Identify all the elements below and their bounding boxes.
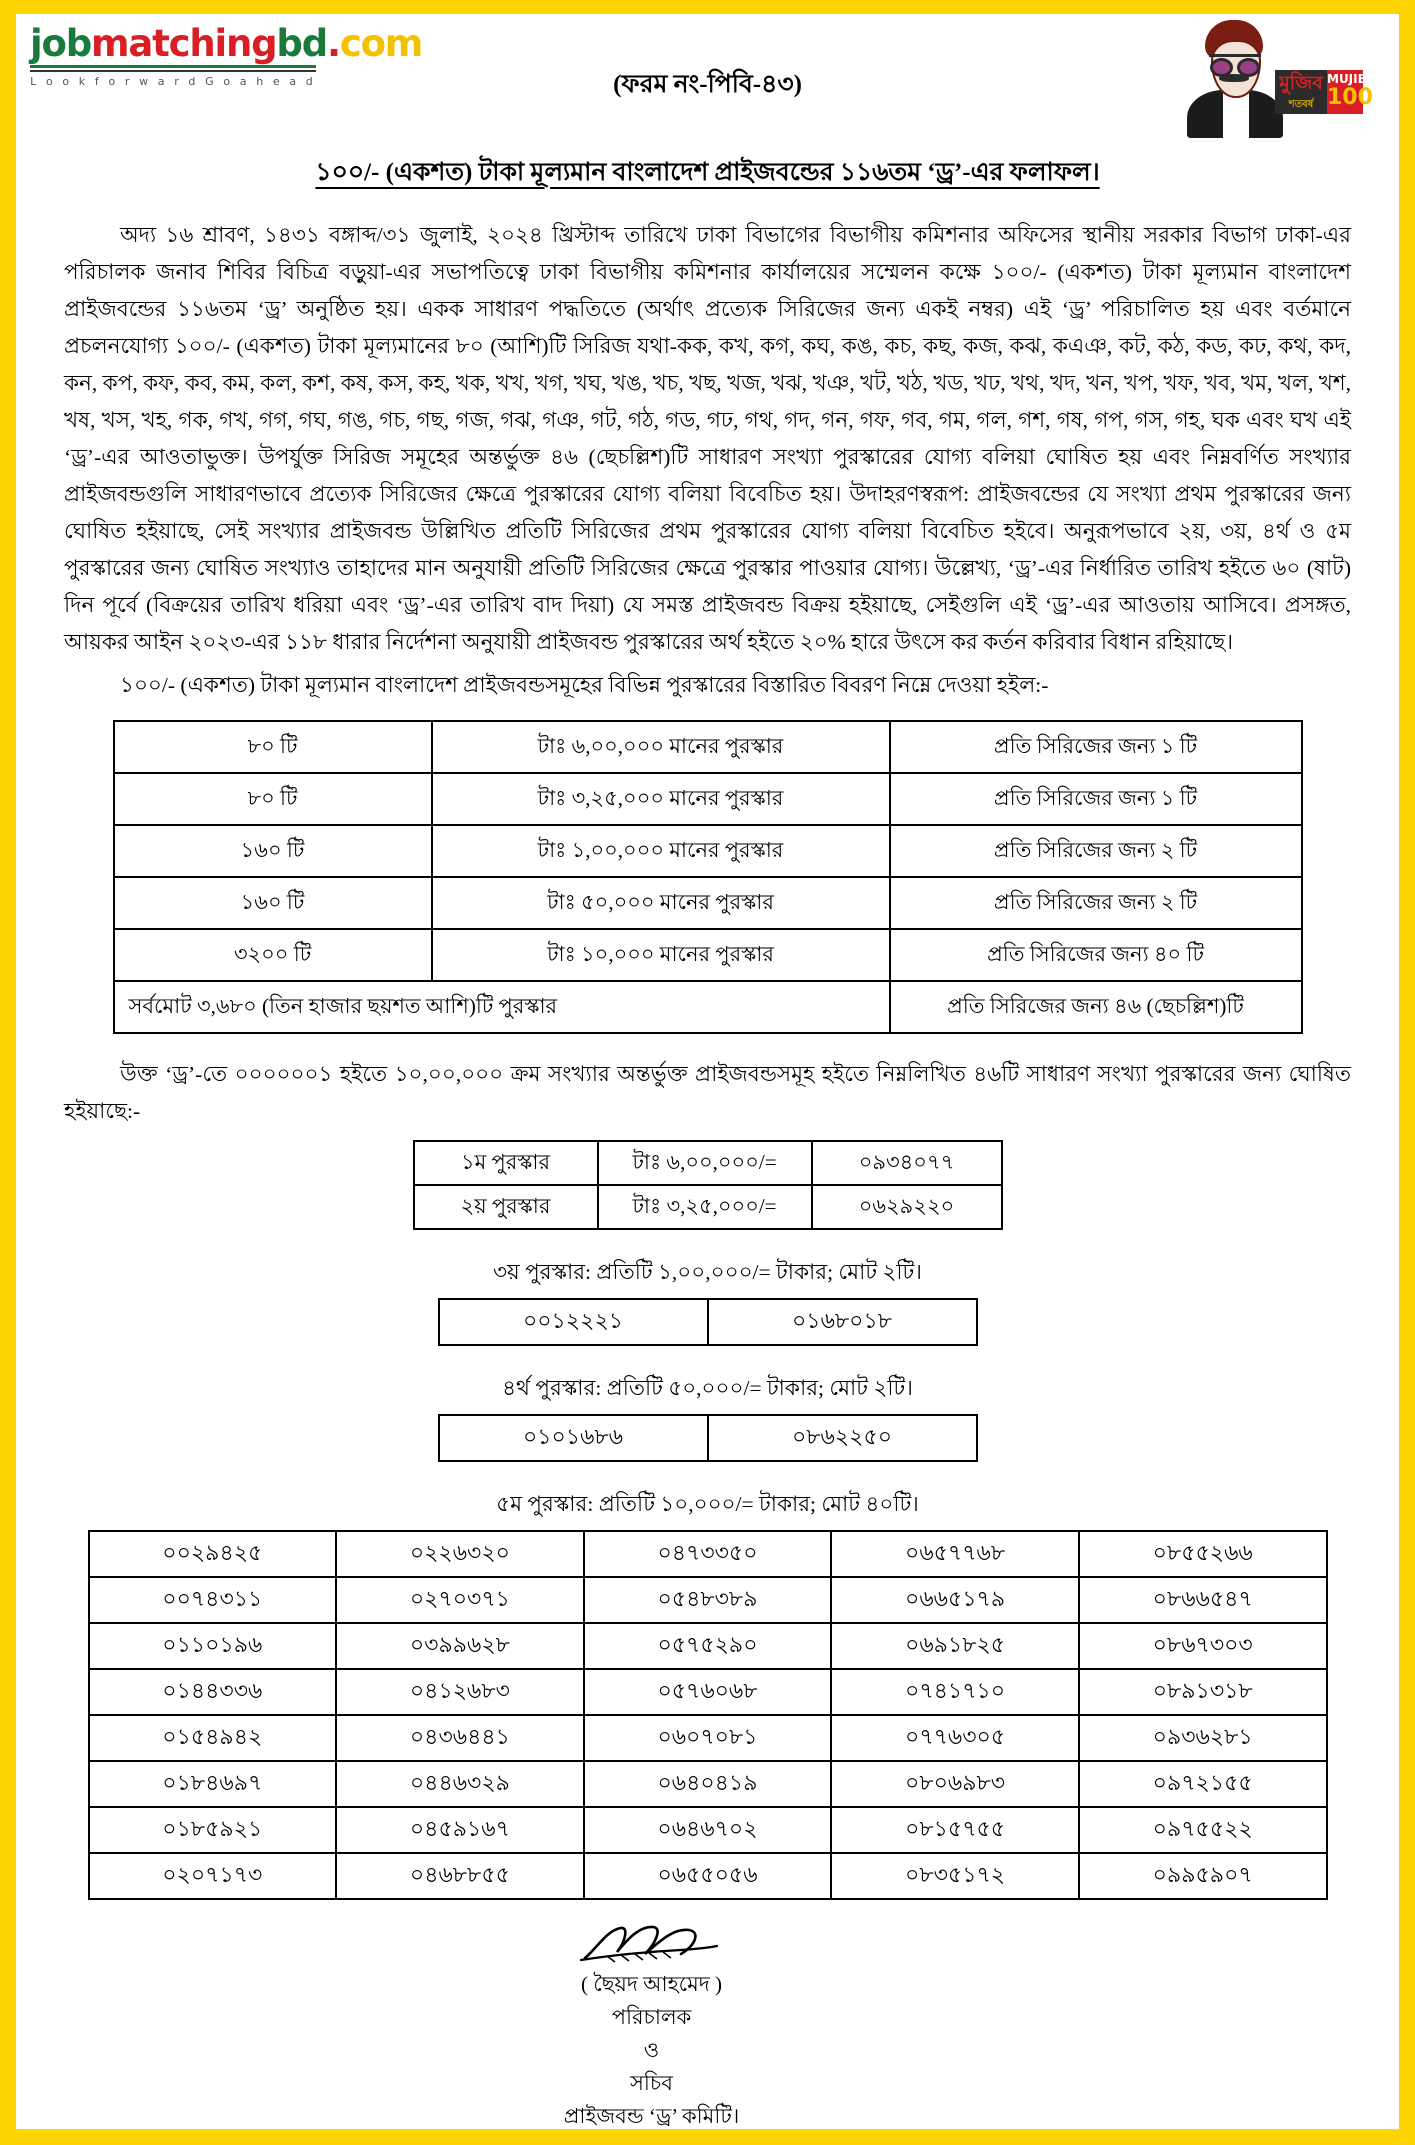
winning-number: ০৪১২৬৮৩ (336, 1669, 584, 1715)
signatory-role: সচিব (630, 2071, 673, 2095)
third-prize-caption: ৩য় পুরস্কার: প্রতিটি ১,০০,০০০/= টাকার; মোট ২টি। (493, 1260, 922, 1284)
signatory-committee: প্রাইজবন্ড ‘ড্র’ কমিটি। (563, 2104, 740, 2128)
fourth-prize-caption: ৪র্থ পুরস্কার: প্রতিটি ৫০,০০০/= টাকার; মোট ২টি। (502, 1376, 913, 1400)
table-row (89, 1669, 1327, 1715)
prize-breakdown-table (113, 720, 1303, 1034)
fourth-prize-table (438, 1414, 978, 1462)
table-row-total (114, 981, 1302, 1033)
fourth-prize-body (439, 1415, 977, 1461)
prize-count: ৮০ টি (114, 721, 432, 773)
wordmark-part-job: job (30, 22, 91, 65)
winning-number: ০৮৬৬৫৪৭ (1079, 1577, 1327, 1623)
winning-number: ০৪৭৩৩৫০ (584, 1531, 832, 1577)
signatory-designation: পরিচালক (611, 2005, 692, 2029)
prize-per-series: প্রতি সিরিজের জন্য ১ টি (890, 721, 1302, 773)
winning-number: ০০২৯৪২৫ (89, 1531, 337, 1577)
table-row (89, 1853, 1327, 1899)
winning-number: ০৮৫৫২৬৬ (1079, 1531, 1327, 1577)
winning-number: ০৮৯১৩১৮ (1079, 1669, 1327, 1715)
wordmark-part-com: com (339, 22, 423, 65)
winning-number: ০৫৭৬০৬৮ (584, 1669, 832, 1715)
prize-detail-lead: ১০০/- (একশত) টাকা মূল্যমান বাংলাদেশ প্রাইজবন্ডসমূহের বিভিন্ন পুরস্কারের বিস্তারিত বিবরণ নিম্নে দেওয়া হইল:- (120, 673, 1049, 697)
glasses-icon (1209, 54, 1261, 72)
prize-amount: টাঃ ৬,০০,০০০/= (598, 1141, 812, 1185)
winning-number: ০২০৭১৭৩ (89, 1853, 337, 1899)
winning-number: ০৮৬২২৫০ (708, 1415, 977, 1461)
winning-number: ০১০১৬৮৬ (439, 1415, 708, 1461)
prize-per-series: প্রতি সিরিজের জন্য ২ টি (890, 877, 1302, 929)
winning-number: ০২২৬৩২০ (336, 1531, 584, 1577)
winning-number: ০৬৫৫০৫৬ (584, 1853, 832, 1899)
winning-number: ০৮৬৭৩০৩ (1079, 1623, 1327, 1669)
winning-number: ০১১০১৯৬ (89, 1623, 337, 1669)
winning-number: ০৬৫৭৭৬৮ (831, 1531, 1079, 1577)
winning-number: ০৬৪০৪১৯ (584, 1761, 832, 1807)
winning-number: ০৯৭২১৫৫ (1079, 1761, 1327, 1807)
document-body (16, 152, 1399, 2129)
form-number: (ফরম নং-পিবি-৪৩) (613, 71, 802, 98)
prize-amount: টাঃ ৩,২৫,০০০/= (598, 1185, 812, 1229)
table-row (89, 1807, 1327, 1853)
fifth-prize-body (89, 1531, 1327, 1899)
prize-value: টাঃ ১,০০,০০০ মানের পুরস্কার (432, 825, 890, 877)
mujib-borsho-logo (1275, 70, 1373, 134)
handwritten-signature-icon (64, 1922, 1239, 1966)
prize-breakdown-body (114, 721, 1302, 1033)
draw-range-paragraph: উক্ত ‘ড্র’-তে ০০০০০০১ হইতে ১০,০০,০০০ ক্রম সংখ্যার অন্তর্ভুক্ত প্রাইজবন্ডসমূহ হইতে নিম্নলিখিত ৪৬টি সাধারণ সংখ্যা পুরস্কারের জন্য ঘোষিত হইয়াছে:- (64, 1062, 1351, 1123)
top-prizes-table (413, 1140, 1003, 1230)
winning-number: ০১৪৪৩৩৬ (89, 1669, 337, 1715)
table-row (114, 721, 1302, 773)
prize-count: ৮০ টি (114, 773, 432, 825)
document-header (16, 14, 1399, 142)
winning-number: ০২৭০৩৭১ (336, 1577, 584, 1623)
prize-rank: ১ম পুরস্কার (414, 1141, 598, 1185)
winning-number: ০৪৬৮৮৫৫ (336, 1853, 584, 1899)
table-row (89, 1531, 1327, 1577)
table-row (414, 1185, 1002, 1229)
winning-number: ০১৫৪৯৪২ (89, 1715, 337, 1761)
prize-count: ১৬০ টি (114, 877, 432, 929)
prize-per-series: প্রতি সিরিজের জন্য ৪০ টি (890, 929, 1302, 981)
document-title: ১০০/- (একশত) টাকা মূল্যমান বাংলাদেশ প্রাইজবন্ডের ১১৬তম ‘ড্র’-এর ফলাফল। (315, 159, 1100, 186)
site-wordmark (30, 24, 430, 64)
winning-number: ০৫৭৫২৯০ (584, 1623, 832, 1669)
winning-number: ০১৮৪৬৯৭ (89, 1761, 337, 1807)
prize-total-per-series: প্রতি সিরিজের জন্য ৪৬ (ছেচল্লিশ)টি (890, 981, 1302, 1033)
winning-number: ০৭৪১৭১০ (831, 1669, 1079, 1715)
winning-number: ০৯৩৪০৭৭ (812, 1141, 1002, 1185)
winning-number: ০৯৭৫৫২২ (1079, 1807, 1327, 1853)
winning-number: ০৩৯৯৬২৮ (336, 1623, 584, 1669)
signatory-conjunction: ও (643, 2038, 660, 2062)
table-row (114, 929, 1302, 981)
table-row (89, 1577, 1327, 1623)
prize-count: ১৬০ টি (114, 825, 432, 877)
winning-number: ০১৬৮০১৮ (708, 1299, 977, 1345)
table-row (439, 1299, 977, 1345)
winning-number: ০৬০৭০৮১ (584, 1715, 832, 1761)
winning-number: ০০১২২২১ (439, 1299, 708, 1345)
winning-number: ০৪৪৬৩২৯ (336, 1761, 584, 1807)
prize-rank: ২য় পুরস্কার (414, 1185, 598, 1229)
third-prize-body (439, 1299, 977, 1345)
table-row (114, 877, 1302, 929)
table-row (89, 1623, 1327, 1669)
mujib-100-emblem (1173, 18, 1373, 140)
prize-value: টাঃ ৩,২৫,০০০ মানের পুরস্কার (432, 773, 890, 825)
winning-number: ০৫৪৮৩৮৯ (584, 1577, 832, 1623)
prize-value: টাঃ ৫০,০০০ মানের পুরস্কার (432, 877, 890, 929)
prize-count: ৩২০০ টি (114, 929, 432, 981)
third-prize-table (438, 1298, 978, 1346)
winning-number: ০৬৬৫১৭৯ (831, 1577, 1079, 1623)
table-row (89, 1761, 1327, 1807)
table-row (114, 825, 1302, 877)
prize-per-series: প্রতি সিরিজের জন্য ১ টি (890, 773, 1302, 825)
top-prizes-body (414, 1141, 1002, 1229)
winning-number: ০৯৩৬২৮১ (1079, 1715, 1327, 1761)
winning-number: ০৮১৫৭৫৫ (831, 1807, 1079, 1853)
winning-number: ০৬৪৬৭০২ (584, 1807, 832, 1853)
winning-number: ০৪৩৬৪৪১ (336, 1715, 584, 1761)
prize-value: টাঃ ১০,০০০ মানের পুরস্কার (432, 929, 890, 981)
wordmark-part-matching: matching (91, 22, 277, 65)
wordmark-part-bd: bd (276, 22, 327, 65)
prize-total-label: সর্বমোট ৩,৬৮০ (তিন হাজার ছয়শত আশি)টি পুরস্কার (114, 981, 890, 1033)
mujib-english-text: MUJIB 100 (1327, 70, 1363, 114)
prize-per-series: প্রতি সিরিজের জন্য ২ টি (890, 825, 1302, 877)
table-row (114, 773, 1302, 825)
document-sheet (16, 14, 1399, 2129)
winning-number: ০৯৯৫৯০৭ (1079, 1853, 1327, 1899)
winning-number: ০০৭৪৩১১ (89, 1577, 337, 1623)
winning-number: ০৮৩৫১৭২ (831, 1853, 1079, 1899)
fifth-prize-caption: ৫ম পুরস্কার: প্রতিটি ১০,০০০/= টাকার; মোট ৪০টি। (496, 1492, 919, 1516)
table-row (89, 1715, 1327, 1761)
signatory-name: ( ছৈয়দ আহমেদ ) (580, 1972, 723, 1996)
winning-number: ০৬৯১৮২৫ (831, 1623, 1079, 1669)
signature-block (64, 1922, 1351, 2129)
prize-value: টাঃ ৬,০০,০০০ মানের পুরস্কার (432, 721, 890, 773)
winning-number: ০৮০৬৯৮৩ (831, 1761, 1079, 1807)
site-tagline: L o o k f o r w a r d G o a h e a d (30, 75, 316, 88)
winning-number: ০৭৭৬৩০৫ (831, 1715, 1079, 1761)
winning-number: ০১৮৫৯২১ (89, 1807, 337, 1853)
table-row (414, 1141, 1002, 1185)
intro-paragraph: অদ্য ১৬ শ্রাবণ, ১৪৩১ বঙ্গাব্দ/৩১ জুলাই, ২০২৪ খ্রিস্টাব্দ তারিখে ঢাকা বিভাগের বিভাগীয় কমিশনার অফিসের স্থানীয় সরকার বিভাগ ঢাকা-এর পরিচালক জনাব শিবির বিচিত্র বড়ুয়া-এর সভাপতিত্বে ঢাকা বিভাগীয় কমিশনার কার্যালয়ের সম্মেলন কক্ষে ১০০/- (একশত) টাকা মূল্যমান বাংলাদেশ প্রাইজবন্ডের ১১৬তম ‘ড্র’ অনুষ্ঠিত হয়। একক সাধারণ পদ্ধতিতে (অর্থাৎ প্রত্যেক সিরিজের জন্য একই নম্বর) এই ‘ড্র’ পরিচালিত হয় এবং বর্তমানে প্রচলনযোগ্য ১০০/- (একশত) টাকা মূল্যমানের ৮০ (আশি)টি সিরিজ যথা-কক, কখ, কগ, কঘ, কঙ, কচ, কছ, কজ, কঝ, কএঞ, কট, কঠ, কড, কঢ, কথ, কদ, কন, কপ, কফ, কব, কম, কল, কশ, কষ, কস, কহ, খক, খখ, খগ, খঘ, খঙ, খচ, খছ, খজ, খঝ, খঞ, খট, খঠ, খড, খঢ, খথ, খদ, খন, খপ, খফ, খব, খম, খল, খশ, খষ, খস, খহ, গক, গখ, গগ, গঘ, গঙ, গচ, গছ, গজ, গঝ, গঞ, গট, গঠ, গড, গঢ, গথ, গদ, গন, গফ, গব, গম, গল, গশ, গষ, গপ, গস, গহ, ঘক এবং ঘখ এই ‘ড্র’-এর আওতাভুক্ত। উপর্যুক্ত সিরিজ সমূহের অন্তর্ভুক্ত ৪৬ (ছেচল্লিশ)টি সাধারণ সংখ্যা পুরস্কারের যোগ্য বলিয়া ঘোষিত হয় এবং নিম্নবর্ণিত সংখ্যার প্রাইজবন্ডগুলি সাধারণভাবে প্রত্যেক সিরিজের ক্ষেত্রে পুরস্কারের যোগ্য বলিয়া বিবেচিত হয়। উদাহরণস্বরূপ: প্রাইজবন্ডের যে সংখ্যা প্রথম পুরস্কারের জন্য ঘোষিত হইয়াছে, সেই সংখ্যার প্রাইজবন্ড উল্লিখিত প্রতিটি সিরিজের প্রথম পুরস্কারের যোগ্য বলিয়া বিবেচিত হইবে। অনুরূপভাবে ২য়, ৩য়, ৪র্থ ও ৫ম পুরস্কারের জন্য ঘোষিত সংখ্যাও তাহাদের মান অনুযায়ী প্রতিটি সিরিজের ক্ষেত্রে পুরস্কার পাওয়ার যোগ্য। উল্লেখ্য, ‘ড্র’-এর নির্ধারিত তারিখ হইতে ৬০ (ষাট) দিন পূর্বে (বিক্রয়ের তারিখ ধরিয়া এবং ‘ড্র’-এর তারিখ বাদ দিয়া) যে সমস্ত প্রাইজবন্ড বিক্রয় হইয়াছে, সেইগুলি এই ‘ড্র’-এর আওতায় আসিবে। প্রসঙ্গত, আয়কর আইন ২০২৩-এর ১১৮ ধারার নির্দেশনা অনুযায়ী প্রাইজবন্ড পুরস্কারের অর্থ হইতে ২০% হারে উৎসে কর কর্তন করিবার বিধান রহিয়াছে। (64, 223, 1351, 654)
winning-number: ০৪৫৯১৬৭ (336, 1807, 584, 1853)
winning-number: ০৬২৯২২০ (812, 1185, 1002, 1229)
mujib-bangla-text: মুজিব শতবর্ষ (1275, 70, 1327, 114)
wordmark-part-dot: . (326, 22, 340, 65)
table-row (439, 1415, 977, 1461)
fifth-prize-table (88, 1530, 1328, 1900)
